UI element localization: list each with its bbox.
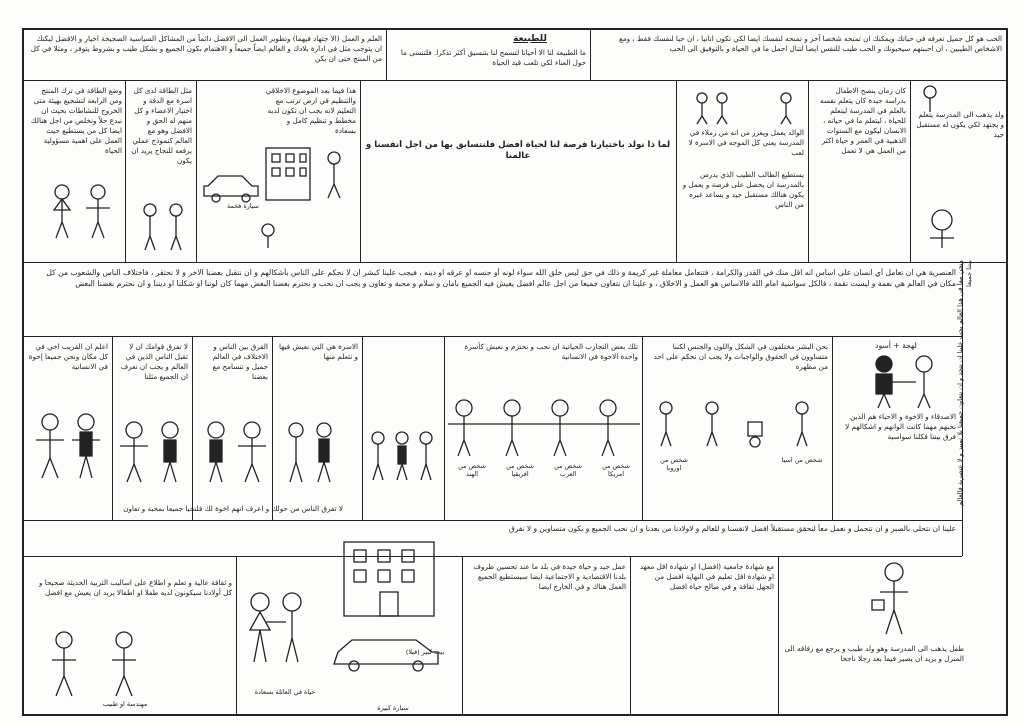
- wheelchair: [748, 422, 762, 436]
- figure-leg: [878, 394, 884, 408]
- divider-top: [22, 80, 1008, 81]
- figure-leg: [170, 462, 176, 482]
- figure-leg: [722, 116, 727, 124]
- schoolkid-caption: طفل يذهب الى المدرسة وهو ولد طيب و يرجع مع رفاقه الى المنزل و يريد ان يصير فيما بعد رجلا ناجحا: [784, 644, 964, 663]
- people-label-6: شخص من اسيا: [781, 456, 823, 464]
- figure-head: [456, 400, 472, 416]
- holding-hands-figures: [448, 398, 640, 458]
- pair-caption: لهجة + أسود: [875, 341, 917, 350]
- figure-head: [126, 422, 142, 438]
- divider-band-bottom: [22, 336, 962, 337]
- diversity-figures: [652, 400, 828, 450]
- figure-head: [289, 423, 303, 437]
- divider: [832, 336, 833, 520]
- people-label-3: شخص من العرب: [554, 462, 582, 478]
- divider: [676, 80, 677, 262]
- divider: [630, 556, 631, 716]
- figure-leg: [378, 464, 383, 480]
- figure-leg: [245, 464, 252, 482]
- figure-leg: [116, 676, 124, 696]
- figure-leg: [421, 464, 426, 480]
- family-kids-figure: [40, 630, 170, 700]
- divider: [360, 80, 361, 262]
- figure-head: [885, 563, 903, 581]
- figure-leg: [894, 610, 902, 634]
- figure-dress: [250, 612, 270, 630]
- couple-caption: حياة في العائلة بسعادة: [254, 688, 316, 696]
- figure-head: [116, 632, 132, 648]
- side-vertical-text: ونحن معاً في هذا العالم يجب علينا ان نتحد و ان نتعاون جميعنا بلا تمييز و لا عنصرية فالعالم بيتنا جميعا: [956, 260, 973, 506]
- figure-leg: [464, 440, 470, 456]
- nature-text: ما الطبيعة لنا الا أحيانا لتسمح لنا بتنسيق أكثر تذكرا. فلتنسى ما حول العناء لكي تلعب قيد الحياة: [400, 48, 586, 67]
- school-bag: [872, 600, 884, 610]
- figure-leg: [98, 222, 104, 238]
- middle-left-a: وضع الطاقة في ترك المنتج ومن الرابعة لتشجيع بهيئة متى الخروج للنشاطات بحيث ان نبدع حلاً ونخلص من اجل هنالك ايضا كل من يستطيع حيث العمل على اهمية مسؤولية الحياة: [30, 86, 122, 155]
- figure-head: [56, 632, 72, 648]
- hope-text: العلم و العمل (الا جتهاد فيهما) وتطوير العمل الى الافضل دائماً من المشاكل السياسية الصحيحة اخيار و الافضل ليكنك ان يتوجب مثل في ادارة بلادك و العالم ايضاً جميعاً و الاهتمام بكون الجميع و بشكل طيب و بشروط يتوفر ، ومثلا في كل من المنتج حتى ان يكن: [30, 34, 382, 63]
- happy-couple-figure: [242, 590, 312, 686]
- figure-leg: [373, 464, 378, 480]
- divider: [590, 30, 591, 80]
- black-white-pair: [864, 354, 944, 408]
- figure-head: [717, 93, 727, 103]
- middle-right-b: يستطيع الطالب الطيب الذي يدرس بالمدرسة ان يحصل على فرصة و يعمل و يكون هنالك مستقبل جيد و يساعد غيره من الناس: [682, 170, 804, 209]
- figure-leg: [92, 222, 98, 238]
- racism-definition: العنصرية هي ان تعامل أي انسان على اساس انه اقل منك في القدر والكرامة ، فتتعامل معاملة غير كريمة و ذلك في حق ليس خلق الله سواء لونه أو جنسه او عرقه او دينه ، فيجب علينا كبشر ان لا نحكم على الناس بأشكالهم و ان نتقبل بعضنا الاخر و لا نحتقر ، فاختلاف الناس والشعوب من كل مكان في العالم هي نعمة و ليست نقمة ، فالكل سواسية امام الله فالاساس هو العمل و الاخلاق ، و علينا ان نتعاون جميعا من اجل عالم افضل يعيش فيه الجميع بامان و سلام و محبة و تعاون و يجب ان نحب و نحترم بعضنا البعض مهما كان لوننا او شكلنا او ديننا و ان نحترم بعضنا البعض: [46, 268, 956, 288]
- profession-label: مهندسة او طبيب: [102, 700, 148, 708]
- girl-figure: [40, 180, 120, 250]
- house-label: سيارة فخمة: [227, 202, 259, 210]
- groups-caption: لا تفرق الناس من حولك و اعرف انهم اخوة لك فلنحيا جميعا بمحبة و تعاون: [123, 504, 343, 513]
- figure-leg: [334, 184, 340, 198]
- couple-figure: [136, 200, 192, 256]
- schoolboy-figure: [912, 82, 1002, 258]
- figure-leg: [884, 394, 890, 408]
- center-statement: لما ذا نولد باختيارنا فرصة لنا لحياة أفضل فلنتسابق بها من اجل أنفسنا و عالمنا: [365, 140, 671, 161]
- figure-leg: [786, 116, 791, 124]
- figure-leg: [702, 116, 707, 124]
- figure-leg: [42, 458, 50, 478]
- figure-leg: [252, 464, 259, 482]
- figure-leg: [56, 676, 64, 696]
- car-wheel: [212, 194, 220, 202]
- figure-leg: [918, 394, 924, 408]
- figure-leg: [712, 432, 717, 446]
- figure-leg: [666, 432, 671, 446]
- divider: [778, 556, 779, 716]
- figure-head: [144, 204, 156, 216]
- figure-leg: [717, 116, 722, 124]
- education-text: و ثقافة عالية و تعلم و اطلاع على اساليب التربية الحديثة صحيحا و كل أولادنا سيكونون لديه طفلا او اطفالا يريد ان يعيش مع افضل: [38, 578, 232, 597]
- figure-head: [55, 185, 69, 199]
- figure-leg: [210, 462, 216, 482]
- group-1-figures: [30, 410, 110, 490]
- figure-body: [876, 374, 892, 394]
- figure-head: [932, 210, 952, 230]
- villa-window: [378, 550, 390, 562]
- villa-window: [354, 570, 366, 582]
- figure-head: [706, 402, 718, 414]
- figure-leg: [124, 676, 132, 696]
- figure-leg: [86, 456, 92, 478]
- group-4-text: الاسرة هي التي نعيش فيها و نتعلم منها: [278, 342, 358, 361]
- figure-body: [319, 439, 329, 462]
- divider: [236, 556, 237, 716]
- figure-leg: [62, 222, 68, 238]
- hands-caption: تلك بعض التجارب الحياتية ان نحب و نحترم و نعيش كأسرة واحدة الاخوة في الانسانية: [464, 342, 638, 361]
- people-label-2: شخص من افريقيا: [506, 462, 534, 478]
- student-with-bag-figure: [860, 560, 930, 640]
- group-4-figures: [282, 420, 442, 490]
- middle-right-a: الوالد يعمل ويعزز من انه من زملاء في المدرسة يعني كل الموجه في الاسرة لا لعب: [688, 128, 804, 157]
- middle-left-c: هذا فيما بعد الموضوع الاخلاقي والتنظيم في ارض ترتب مع التعليم لانه يجب ان تكون لديه مخطط و تنظيم كامل و بسعادة: [265, 86, 356, 135]
- divider: [125, 80, 126, 262]
- divider-band-top: [22, 262, 1008, 263]
- figure-head: [916, 356, 932, 372]
- figure-leg: [426, 464, 431, 480]
- car-body: [204, 176, 258, 196]
- group-3-text: الفرق بين الناس و الاختلاف في العالم جميل و نتسامح مع بعضنا: [212, 342, 268, 381]
- figure-leg: [292, 638, 298, 662]
- students-figure: [690, 90, 804, 126]
- figure-leg: [176, 236, 181, 250]
- figure-head: [396, 432, 408, 444]
- wheel: [750, 437, 760, 447]
- figure-leg: [171, 236, 176, 250]
- figure-head: [924, 86, 936, 98]
- figure-leg: [164, 462, 170, 482]
- building-window: [300, 168, 306, 176]
- divider-bottom-bar: [22, 556, 962, 557]
- group-2-text: لا تفرق قوامك ان لا تقبل الناس الذين في العالم و يجب ان نعرف ان الجميع مثلنا: [120, 342, 188, 381]
- figure-head: [600, 400, 616, 416]
- figure-head: [504, 400, 520, 416]
- divider-groups-bottom: [22, 520, 962, 521]
- figure-body: [398, 446, 406, 464]
- figure-body: [164, 440, 176, 462]
- villa-window: [402, 550, 414, 562]
- figure-leg: [286, 638, 292, 662]
- figure-leg: [924, 394, 930, 408]
- figure-leg: [397, 464, 402, 480]
- group-1-text: اعلم ان القريب اخي في كل مكان ونحن جميعا إخوة في الانسانية: [28, 342, 108, 371]
- car-wheel: [349, 661, 359, 671]
- building-window: [272, 154, 280, 162]
- figure-leg: [512, 440, 518, 456]
- car-wheel: [413, 661, 423, 671]
- villa-label: بيت كبير (فيلا): [405, 648, 445, 656]
- building-window: [272, 168, 280, 176]
- figure-head: [796, 402, 808, 414]
- figure-head: [552, 400, 568, 416]
- divider: [808, 80, 809, 262]
- nature-title: للطبيعة: [513, 34, 547, 44]
- figure-leg: [328, 184, 334, 198]
- group-2-figures: [114, 420, 194, 490]
- figure-head: [283, 593, 301, 611]
- figure-leg: [290, 462, 296, 482]
- figure-leg: [127, 464, 134, 482]
- building-window: [286, 154, 294, 162]
- building-window: [286, 168, 294, 176]
- villa-window: [378, 570, 390, 582]
- figure-head: [78, 414, 94, 430]
- figure-body: [80, 432, 92, 456]
- villa-door: [380, 592, 398, 616]
- middle-left-b: مثل الطاقة لدى كل اسرة مع الدقة و اختيار الاعضاء و كل منهم له الحق و الافضل وهو مع العالم كنموذج عملي يرفعه للنجاح يريد ان يكون: [131, 86, 192, 165]
- work-abroad-text: عمل جيد و حياة جيدة في بلد ما عند تحسين ظروف بلدنا الاقتصادية و الاجتماعية ايضا سيستطيع الجميع العمل هناك و في الخارج ايضا: [473, 562, 626, 591]
- figure-head: [697, 93, 707, 103]
- figure-head: [262, 224, 274, 236]
- figure-head: [876, 356, 892, 372]
- figure-head: [42, 414, 58, 430]
- divider: [910, 80, 911, 262]
- figure-head: [170, 204, 182, 216]
- figure-leg: [560, 440, 566, 456]
- figure-head: [244, 422, 260, 438]
- figure-leg: [80, 456, 86, 478]
- figure-head: [91, 185, 105, 199]
- villa-window: [354, 550, 366, 562]
- middle-right-c: كان زمان ينصح الاطفال بدراسة جيدة كان يتعلم نفسه بالعلم في المدرسة ليتعلم للحياة ، ليتعلم ما في حياته ، الانسان ليكون مع السنوات الذهبية في العمر و حياة اكثر من العمل هي لا تعمل: [820, 86, 906, 155]
- figure-leg: [324, 462, 330, 482]
- figure-head: [317, 423, 331, 437]
- figure-leg: [781, 116, 786, 124]
- figure-leg: [402, 464, 407, 480]
- figure-head: [372, 432, 384, 444]
- people-label-1: شخص من الهند: [458, 462, 486, 478]
- figure-leg: [554, 440, 560, 456]
- divider: [386, 30, 387, 80]
- figure-leg: [602, 440, 608, 456]
- figure-head: [208, 422, 224, 438]
- figure-body: [210, 440, 222, 462]
- villa-outline: [344, 542, 434, 616]
- figure-leg: [56, 222, 62, 238]
- middle-right-d: ولد يذهب الى المدرسة يتعلم و يجتهد لكي يكون له مستقبل جيد: [916, 110, 1004, 139]
- figure-leg: [707, 432, 712, 446]
- diversity-text: نحن البشر مختلفون في الشكل واللون والجنس لكننا متساوون في الحقوق والواجبات ولا يجب ان نحكم على احد من مظهره: [653, 342, 828, 371]
- figure-leg: [50, 458, 58, 478]
- figure-leg: [216, 462, 222, 482]
- figure-leg: [145, 236, 150, 250]
- figure-leg: [134, 464, 141, 482]
- figure-leg: [697, 116, 702, 124]
- friendship-text: الاصدقاء و الاخوة و الاحباء هم الذين نحبهم مهما كانت الوانهم و اشكالهم لا فرق بيننا فكلنا سواسية: [845, 412, 956, 441]
- car-wheel: [242, 194, 250, 202]
- figure-leg: [254, 630, 260, 662]
- people-label-4: شخص من امريكا: [602, 462, 630, 478]
- figure-head: [162, 422, 178, 438]
- car-label: سيارة كبيرة: [377, 704, 409, 712]
- figure-leg: [802, 432, 807, 446]
- villa-window: [402, 570, 414, 582]
- figure-head: [660, 402, 672, 414]
- figure-head: [781, 93, 791, 103]
- divider: [642, 336, 643, 520]
- figure-leg: [458, 440, 464, 456]
- divider: [462, 556, 463, 716]
- figure-head: [328, 152, 340, 164]
- intro-text: الحب هو كل جميل تعرفه في حياتك ويمكنك ان تمنحه شخصا آخر و تمنحه لنفسك ايضا لكي تكون انانيا ، ان حبا لنفسك فقط ، ومع الاشخاص الطيبين ، ان احببتهم سيحبونك و الحب طيب للنفس ايضا لتنال اجمل ما في الحياة و بالتوفيق الى الحب: [618, 34, 1002, 53]
- divider: [112, 336, 113, 520]
- people-label-5: شخص من اوروبا: [660, 456, 688, 472]
- figure-leg: [506, 440, 512, 456]
- figure-head: [251, 593, 269, 611]
- figure-leg: [608, 440, 614, 456]
- building-window: [300, 154, 306, 162]
- house-car-figure: [202, 140, 352, 250]
- divider: [444, 336, 445, 520]
- figure-leg: [150, 236, 155, 250]
- figure-leg: [661, 432, 666, 446]
- figure-leg: [886, 610, 894, 634]
- graduation-text: مع شهادة جامعية (افضل) او شهادة اقل معهد او شهادة اقل تعليم في النهاية افضل من الجهل ثقافة و في صالح حياة افضل: [639, 562, 774, 591]
- figure-leg: [260, 630, 266, 662]
- figure-head: [420, 432, 432, 444]
- bottom-bar-text: علينا ان نتحلى بالصبر و ان نتحمل و نعمل معاً لنحقق مستقبلاً افضل لانفسنا و للعالم و لاولادنا من بعدنا و ان نحب الجميع و نكون متساوين و لا نفرق: [508, 524, 956, 533]
- group-3-figures: [196, 420, 276, 490]
- figure-leg: [318, 462, 324, 482]
- figure-leg: [296, 462, 302, 482]
- figure-leg: [797, 432, 802, 446]
- divider: [196, 80, 197, 262]
- figure-leg: [64, 676, 72, 696]
